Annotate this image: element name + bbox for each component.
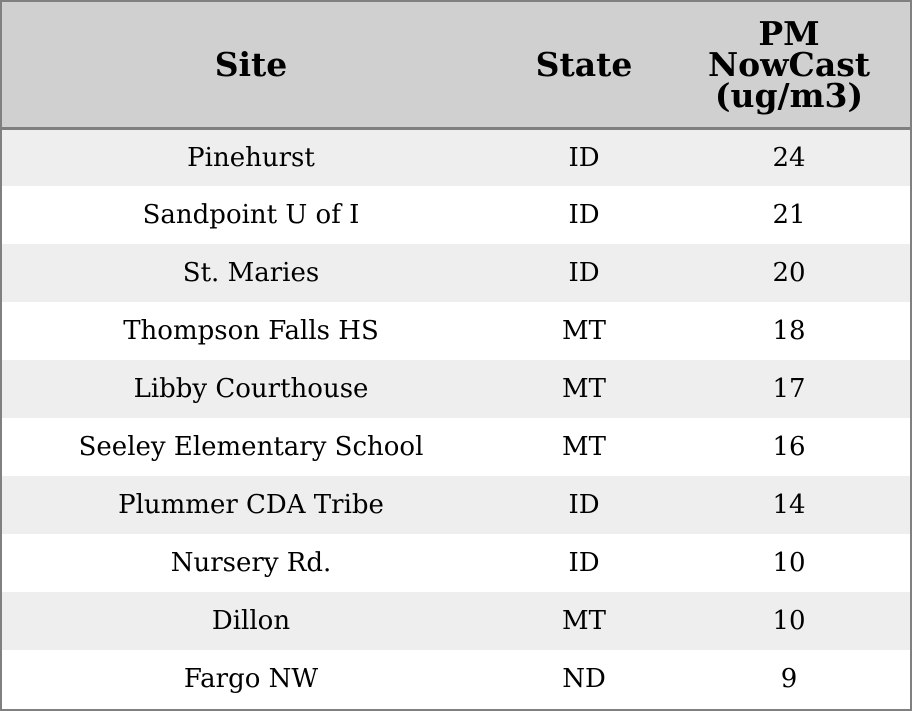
cell-site: Nursery Rd. (170, 548, 332, 578)
cell-site: Seeley Elementary School (78, 432, 424, 462)
cell-state: MT (562, 374, 606, 404)
cell-pm: 10 (772, 548, 806, 578)
column-header-state: State (500, 2, 668, 128)
table-body (2, 128, 910, 708)
cell-pm: 14 (772, 490, 806, 520)
cell-site: Thompson Falls HS (123, 316, 379, 346)
table-row (2, 360, 910, 418)
cell-pm: 24 (772, 142, 806, 173)
cell-state: MT (562, 606, 606, 636)
table-row (2, 302, 910, 360)
cell-state: ID (568, 258, 600, 288)
table-row (2, 476, 910, 534)
cell-site: St. Maries (182, 258, 320, 288)
table-row (2, 650, 910, 708)
table-row (2, 186, 910, 244)
table-row (2, 592, 910, 650)
cell-pm: 17 (772, 374, 806, 404)
cell-pm: 20 (772, 258, 806, 288)
cell-site: Pinehurst (187, 142, 315, 173)
cell-state: ID (568, 200, 600, 230)
cell-state: MT (562, 432, 606, 462)
cell-state: ID (568, 142, 600, 173)
cell-pm: 18 (772, 316, 806, 346)
cell-pm: 21 (772, 200, 806, 230)
column-header-pm-nowcast: PM NowCast (ug/m3) (668, 2, 910, 128)
cell-site: Plummer CDA Tribe (118, 490, 384, 520)
cell-site: Sandpoint U of I (142, 200, 360, 230)
cell-site: Libby Courthouse (133, 374, 369, 404)
cell-pm: 10 (772, 606, 806, 636)
cell-state: ID (568, 548, 600, 578)
cell-site: Dillon (211, 606, 291, 636)
cell-state: ID (568, 490, 600, 520)
table-row (2, 534, 910, 592)
table-row (2, 418, 910, 476)
cell-state: ND (562, 664, 606, 694)
table-row (2, 128, 910, 186)
cell-pm: 16 (772, 432, 806, 462)
data-table (2, 2, 910, 708)
cell-state: MT (562, 316, 606, 346)
table-row (2, 244, 910, 302)
table-header (2, 2, 910, 128)
column-header-site: Site (2, 2, 500, 128)
cell-pm: 9 (780, 664, 798, 694)
header-row (2, 2, 910, 128)
cell-site: Fargo NW (183, 664, 319, 694)
